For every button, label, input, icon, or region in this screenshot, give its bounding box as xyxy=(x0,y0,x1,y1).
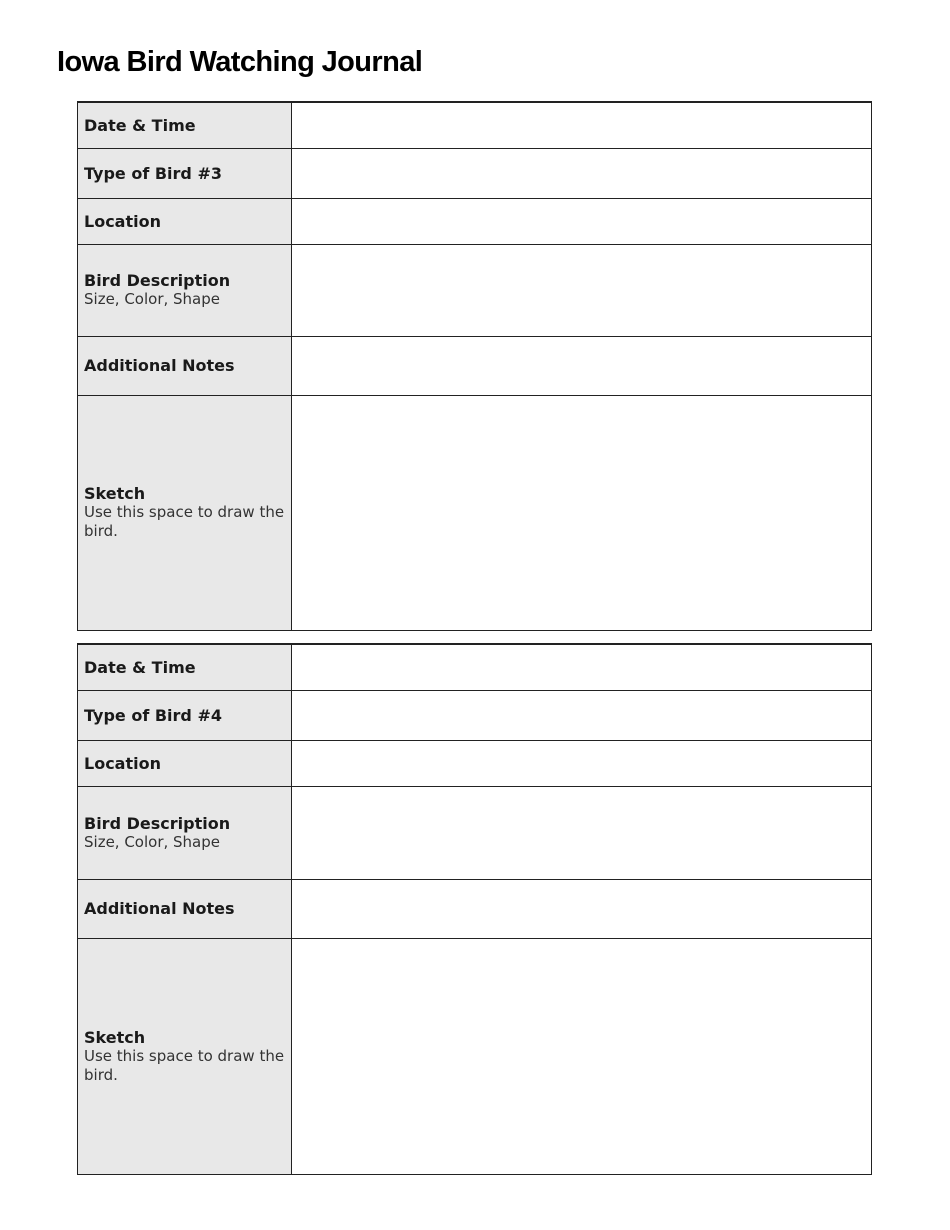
bird-type-label-cell xyxy=(78,148,292,198)
sketch-label-cell xyxy=(78,395,292,630)
bird-type-label-cell xyxy=(78,690,292,740)
date-time-row xyxy=(78,102,872,148)
location-label-cell xyxy=(78,198,292,244)
description-row xyxy=(78,244,872,336)
notes-row xyxy=(78,879,872,938)
notes-row xyxy=(78,336,872,395)
location-label: Location xyxy=(84,211,161,231)
description-hint: Size, Color, Shape xyxy=(84,832,220,851)
journal-entry-table xyxy=(77,643,872,1175)
date-time-field[interactable] xyxy=(292,102,872,148)
date-time-label-cell xyxy=(78,102,292,148)
date-time-field[interactable] xyxy=(292,644,872,690)
bird-type-field[interactable] xyxy=(292,148,872,198)
sketch-label: Sketch xyxy=(84,484,146,503)
date-time-label-cell xyxy=(78,644,292,690)
notes-field[interactable] xyxy=(292,879,872,938)
description-field[interactable] xyxy=(292,786,872,879)
description-hint: Size, Color, Shape xyxy=(84,290,220,308)
notes-label: Additional Notes xyxy=(84,899,235,918)
location-field[interactable] xyxy=(292,740,872,786)
sketch-area[interactable] xyxy=(292,395,872,630)
sketch-label-cell xyxy=(78,938,292,1174)
location-label: Location xyxy=(84,753,161,773)
date-time-row xyxy=(78,644,872,690)
sketch-hint: Use this space to draw the bird. xyxy=(84,1046,285,1084)
bird-type-row xyxy=(78,148,872,198)
description-label-cell xyxy=(78,786,292,879)
page-title: Iowa Bird Watching Journal xyxy=(57,46,423,78)
location-label-cell xyxy=(78,740,292,786)
sketch-hint: Use this space to draw the bird. xyxy=(84,503,285,540)
sketch-label: Sketch xyxy=(84,1027,146,1047)
bird-type-label: Type of Bird #3 xyxy=(84,163,222,183)
notes-field[interactable] xyxy=(292,336,872,395)
sketch-row xyxy=(78,938,872,1174)
notes-label: Additional Notes xyxy=(84,356,235,375)
bird-type-field[interactable] xyxy=(292,690,872,740)
description-label: Bird Description xyxy=(84,271,231,290)
description-label: Bird Description xyxy=(84,813,231,833)
location-row xyxy=(78,740,872,786)
bird-type-row xyxy=(78,690,872,740)
location-field[interactable] xyxy=(292,198,872,244)
journal-entry-table xyxy=(77,101,872,631)
sketch-row xyxy=(78,395,872,630)
date-time-label: Date & Time xyxy=(84,657,196,677)
notes-label-cell xyxy=(78,879,292,938)
date-time-label: Date & Time xyxy=(84,115,196,135)
bird-type-label: Type of Bird #4 xyxy=(84,705,222,725)
notes-label-cell xyxy=(78,336,292,395)
description-field[interactable] xyxy=(292,244,872,336)
sketch-area[interactable] xyxy=(292,938,872,1174)
location-row xyxy=(78,198,872,244)
description-row xyxy=(78,786,872,879)
description-label-cell xyxy=(78,244,292,336)
